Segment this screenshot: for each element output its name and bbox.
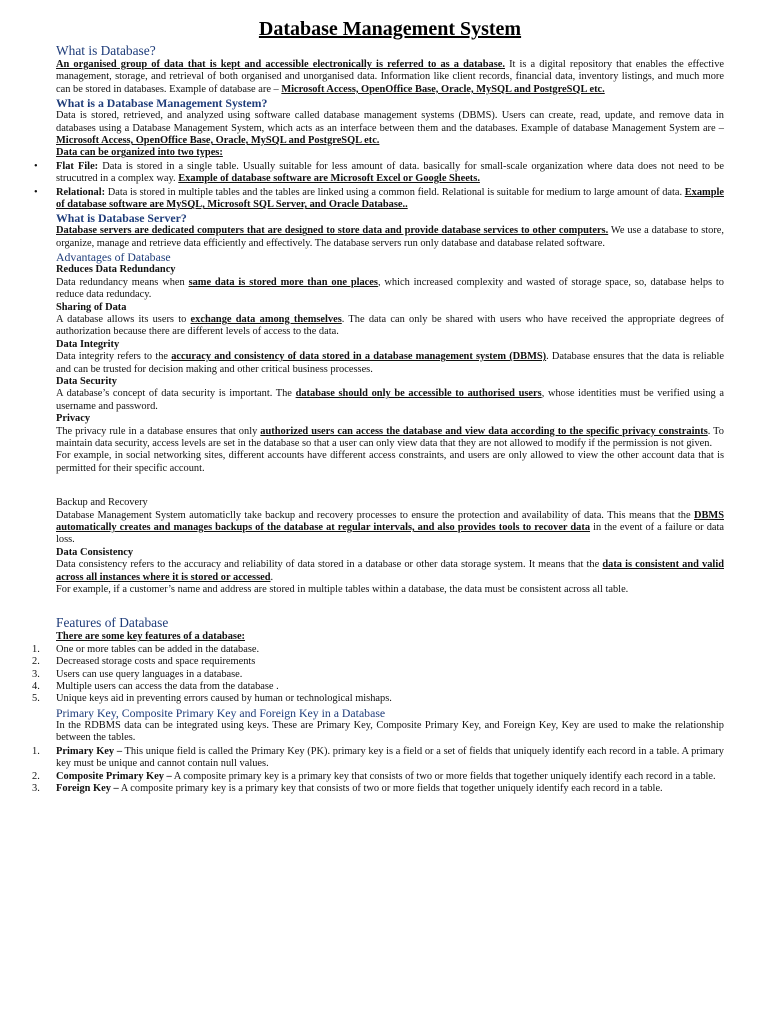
bullet-text: Data is stored in a single table. Usually suitable for less amount of data. basically for small-scale organization where data does not need to be strucutred in a complex way. (56, 160, 724, 185)
text-run: Data consistency refers to the accuracy and reliability of data stored in a database or other data storage system. It means that the (56, 559, 603, 571)
subheading-integrity: Data Integrity (56, 338, 120, 350)
server-text: We use a database to store, organize, manage and retrieve data efficiently and effectively. The database servers run only database and database related software. (56, 225, 725, 249)
item-text: Decreased storage costs and space requirements (56, 656, 256, 668)
text-run: Data integrity refers to the (56, 351, 172, 363)
document-title: Database Management System (258, 18, 522, 40)
item-number: 5. (32, 693, 40, 705)
bullet-marker: • (34, 186, 38, 198)
paragraph-privacy-example: For example, in social networking sites, different accounts have different access constraints, and users are only allowed to view the other account data that is permitted for their specific account. (56, 450, 724, 474)
bullet-lead: Flat File: (56, 160, 99, 172)
item-number: 2. (32, 770, 40, 782)
text-run: . Database ensures that the data is reliable and can be trusted for decision making and other critical business processes. (56, 351, 724, 375)
paragraph-consistency (56, 559, 724, 584)
paragraph-security (56, 388, 724, 413)
item-lead: Composite Primary Key – (56, 770, 172, 782)
text-run: . The data can only be shared with users who have received the appropriate degrees of authorization because there are different levels of access to the data. (56, 313, 724, 338)
text-run: The privacy rule in a database ensures that only (56, 425, 261, 437)
feature-item (32, 681, 724, 693)
bullet-relational (34, 186, 724, 212)
subheading-security: Data Security (56, 375, 117, 387)
feature-item (32, 693, 724, 705)
text-run: , which increased complexity and wasted of storage space, so, database helps to reduce data redundacy. (56, 276, 724, 301)
underlined-run: data is consistent and valid across all instances where it is stored or accessed (56, 559, 724, 583)
paragraph-keys-intro: In the RDBMS data can be integrated using keys. These are Primary Key, Composite Primary Key, and Foreign Key, Key are used to make the relationship between the tables. (56, 719, 724, 744)
paragraph-database-definition (56, 59, 724, 96)
subheading-backup: Backup and Recovery (56, 497, 148, 509)
subheading-redundancy: Reduces Data Redundancy (56, 264, 176, 276)
text-run: , whose identities must be verified using a username and password. (56, 388, 724, 412)
bullet-lead: Relational: (56, 186, 106, 198)
paragraph-privacy (56, 426, 724, 451)
underlined-run: authorized users can access the database and view data according to the specific privacy constraints (260, 425, 708, 437)
document-page (32, 16, 725, 795)
key-item-composite (32, 770, 724, 783)
item-text: Unique keys aid in preventing errors caused by human or technological mishaps. (56, 693, 392, 705)
definition-underlined: An organised group of data that is kept and accessible electronically is referred to as a database. (56, 59, 505, 70)
item-text: Users can use query languages in a database. (56, 668, 243, 680)
bullet-example: Example of database software are MySQL, Microsoft SQL Server, and Oracle Database.. (56, 186, 724, 211)
heading-features: Features of Database (56, 615, 169, 631)
underlined-run: DBMS automatically creates and manages backups of the database at regular intervals, and also provides tools to recover data (56, 509, 724, 533)
text-run: A database allows its users to (56, 313, 191, 325)
underlined-run: accuracy and consistency of data stored in a database management system (DBMS) (171, 351, 547, 363)
item-number: 1. (32, 745, 40, 757)
heading-what-is-database: What is Database? (56, 43, 156, 58)
underlined-run: database should only be accessible to authorised users (295, 388, 542, 400)
item-text: One or more tables can be added in the database. (56, 643, 260, 655)
bullet-text: Data is stored in multiple tables and the tables are linked using a common field. Relational is suitable for medium to large amount of data. (105, 186, 685, 198)
definition-text: It is a digital repository that enables the effective management, storage, and retrieval of both organised and unorganised data. Information like client records, financial data, inventory listings, and much more can be stored in databases. Example of database are – (56, 59, 725, 95)
text-run: . To maintain data security, access levels are set in the database so that a user can only view data that they are not allowed to modify if the permission is not given. (56, 425, 724, 449)
item-text: A composite primary key is a primary key that consists of two or more fields that together uniquely identify each record in a table. (171, 770, 716, 782)
underlined-run: exchange data among themselves (190, 313, 342, 325)
paragraph-database-server (56, 225, 724, 250)
heading-database-server: What is Database Server? (56, 211, 187, 226)
item-lead: Foreign Key – (56, 782, 119, 794)
text-run: Data redundancy means when (56, 276, 189, 288)
subheading-consistency: Data Consistency (56, 546, 134, 558)
paragraph-integrity (56, 351, 724, 376)
item-number: 2. (32, 656, 40, 668)
item-lead: Primary Key – (56, 745, 123, 757)
feature-item (32, 643, 724, 656)
key-item-primary (32, 745, 724, 771)
item-text: This unique field is called the Primary Key (PK). primary key is a field or a set of fields that uniquely identify each record in a table. A primary key must be unique and cannot contain null values. (56, 745, 724, 770)
database-examples: Microsoft Access, OpenOffice Base, Oracle, MySQL and PostgreSQL etc. (281, 83, 605, 95)
text-run: in the event of a failure or data loss. (56, 522, 724, 546)
item-number: 3. (32, 668, 40, 680)
item-number: 4. (32, 681, 40, 693)
subheading-privacy: Privacy (56, 413, 91, 425)
bullet-marker: • (34, 160, 38, 172)
feature-item (32, 656, 724, 668)
text-run: A database’s concept of data security is important. The (56, 388, 296, 400)
paragraph-dbms-definition (56, 110, 724, 147)
bullet-example: Example of database software are Microsoft Excel or Google Sheets. (178, 173, 480, 185)
underlined-run: same data is stored more than one places (188, 276, 378, 288)
item-number: 1. (32, 643, 40, 655)
dbms-text: Data is stored, retrieved, and analyzed using software called database management systems (DBMS). Users can create, read, update, and remove data in databases using a Database Management System, which acts as an interface between them and the databases. Example of database Management System are – (56, 110, 724, 134)
data-types-heading: Data can be organized into two types: (56, 147, 223, 159)
text-run: Database Management System automaticlly take backup and recovery processes to ensure the protection and availability of data. This means that the (56, 509, 694, 521)
heading-keys: Primary Key, Composite Primary Key and Foreign Key in a Database (56, 705, 386, 720)
heading-advantages: Advantages of Database (56, 250, 171, 265)
subheading-sharing: Sharing of Data (56, 301, 127, 313)
server-underlined: Database servers are dedicated computers that are designed to store data and provide database services to other computers. (56, 225, 609, 237)
item-text: A composite primary key is a primary key that consists of two or more fields that together uniquely identify each record in a table. (118, 782, 663, 794)
paragraph-redundancy (56, 277, 724, 302)
key-item-foreign (32, 782, 724, 795)
item-number: 3. (32, 782, 40, 794)
item-text: Multiple users can access the data from the database . (56, 681, 279, 693)
feature-item (32, 668, 724, 681)
paragraph-backup (56, 510, 724, 547)
features-intro: There are some key features of a database: (56, 631, 246, 643)
dbms-examples: Microsoft Access, OpenOffice Base, Oracle, MySQL and PostgreSQL etc. (56, 135, 380, 147)
heading-what-is-dbms: What is a Database Management System? (56, 96, 268, 111)
bullet-flat-file (34, 160, 724, 186)
paragraph-consistency-example: For example, if a customer’s name and address are stored in multiple tables within a database, the data must be consistent across all table. (56, 584, 629, 596)
paragraph-sharing (56, 314, 724, 339)
text-run: . (270, 571, 274, 583)
